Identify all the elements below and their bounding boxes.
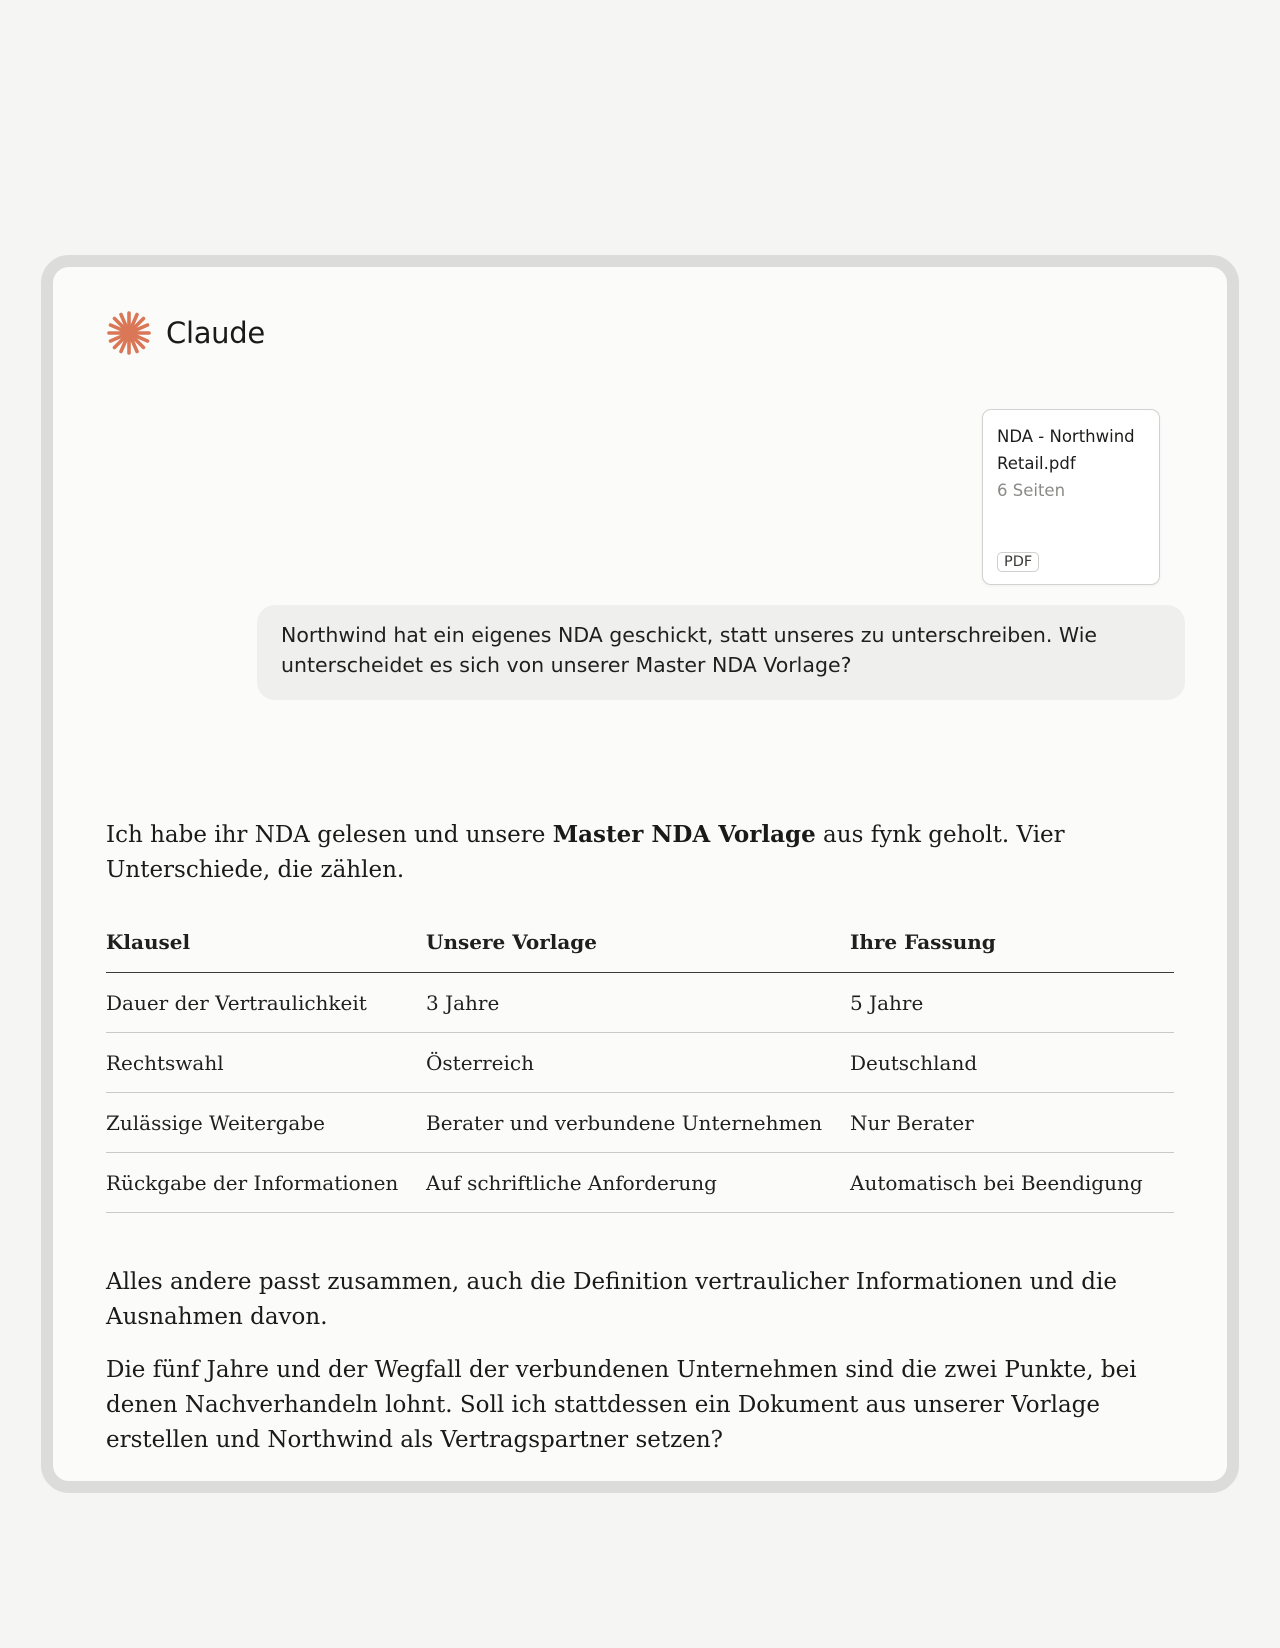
table-cell: Österreich (426, 1033, 850, 1093)
column-header: Unsere Vorlage (426, 912, 850, 973)
table-row (106, 1153, 1174, 1213)
assistant-message (106, 817, 1174, 1458)
attachment-page-count: 6 Seiten (997, 481, 1066, 500)
table-cell: Dauer der Vertraulichkeit (106, 973, 426, 1033)
table-header-row (106, 912, 1174, 973)
column-header: Klausel (106, 912, 426, 973)
table-cell: 3 Jahre (426, 973, 850, 1033)
assistant-paragraph: Alles andere passt zusammen, auch die Definition vertraulicher Informationen und die Ausnahmen davon. (106, 1269, 1118, 1330)
table-cell: Rückgabe der Informationen (106, 1153, 426, 1213)
table-cell: 5 Jahre (850, 973, 1174, 1033)
table-cell: Nur Berater (850, 1093, 1174, 1153)
template-name: Master NDA Vorlage (552, 821, 816, 848)
table-cell: Zulässige Weitergabe (106, 1093, 426, 1153)
table-cell: Automatisch bei Beendigung (850, 1153, 1174, 1213)
table-cell: Berater und verbundene Unternehmen (426, 1093, 850, 1153)
attachment-card[interactable] (982, 409, 1160, 585)
comparison-table (106, 912, 1174, 1213)
table-row (106, 973, 1174, 1033)
table-cell: Rechtswahl (106, 1033, 426, 1093)
assistant-paragraph: Die fünf Jahre und der Wegfall der verbundenen Unternehmen sind die zwei Punkte, bei denen Nachverhandeln lohnt. Soll ich stattdessen ein Dokument aus unserer Vorlage erstellen und Northwind als Vertragspartner setzen? (106, 1357, 1137, 1453)
table-row (106, 1033, 1174, 1093)
assistant-intro: Ich habe ihr NDA gelesen und unsere Master NDA Vorlage aus fynk geholt. Vier Unterschiede, die zählen. (106, 821, 1065, 883)
table-cell: Auf schriftliche Anforderung (426, 1153, 850, 1213)
file-type-badge: PDF (997, 552, 1039, 572)
chat-window (41, 255, 1239, 1493)
table-row (106, 1093, 1174, 1153)
claude-logo-icon (106, 310, 152, 356)
user-message-bubble: Northwind hat ein eigenes NDA geschickt, statt unseres zu unterschreiben. Wie unterscheidet es sich von unserer Master NDA Vorlage? (257, 605, 1185, 700)
brand-name: Claude (166, 316, 265, 350)
app-header (106, 309, 265, 357)
attachment-file-name: NDA - Northwind Retail.pdf (997, 427, 1135, 473)
column-header: Ihre Fassung (850, 912, 1174, 973)
table-cell: Deutschland (850, 1033, 1174, 1093)
